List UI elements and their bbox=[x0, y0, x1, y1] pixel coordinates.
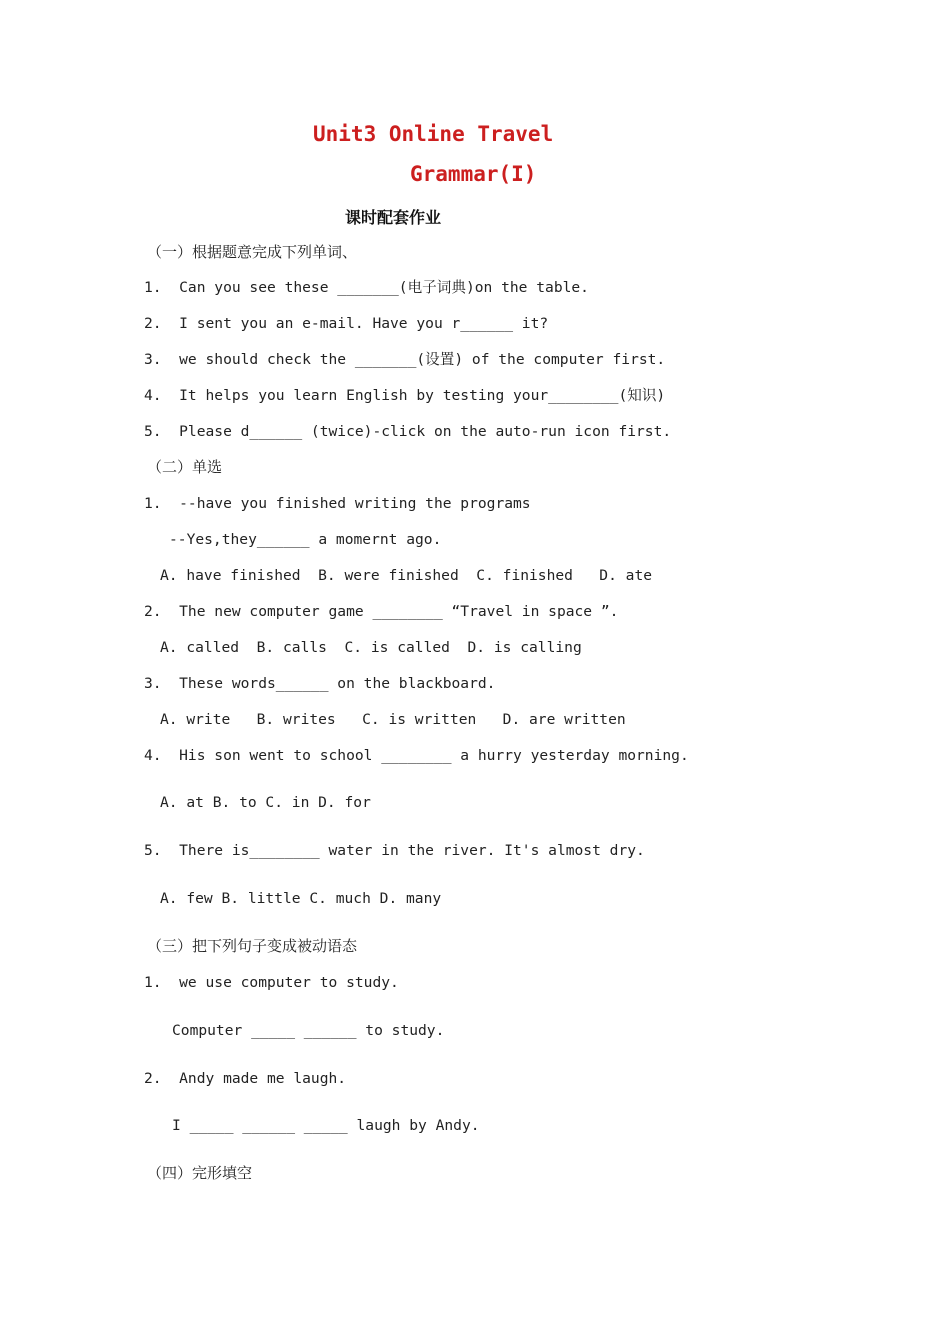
homework-heading: 课时配套作业 bbox=[345, 208, 442, 227]
section-1-item-4: 4. It helps you learn English by testing your________(知识) bbox=[144, 387, 666, 404]
section-1-item-1: 1. Can you see these _______(电子词典)on the table. bbox=[144, 279, 589, 296]
section-1-item-2: 2. I sent you an e-mail. Have you r______ it? bbox=[144, 315, 549, 332]
lesson-subtitle: Grammar(I) bbox=[410, 162, 537, 186]
mc-question-5: 5. There is________ water in the river. It's almost dry. bbox=[144, 842, 645, 859]
mc-question-2: 2. The new computer game ________ “Travel in space ”. bbox=[144, 603, 619, 620]
mc-question-5-options: A. few B. little C. much D. many bbox=[160, 890, 442, 907]
unit-title: Unit3 Online Travel bbox=[313, 122, 554, 146]
passive-question-1: 1. we use computer to study. bbox=[144, 974, 399, 991]
section-4-label: （四）完形填空 bbox=[147, 1164, 253, 1182]
mc-question-3-options: A. write B. writes C. is written D. are written bbox=[160, 711, 626, 728]
mc-question-1-options: A. have finished B. were finished C. finished D. ate bbox=[160, 567, 653, 584]
passive-answer-1: Computer _____ ______ to study. bbox=[172, 1022, 445, 1039]
mc-question-2-options: A. called B. calls C. is called D. is calling bbox=[160, 639, 582, 656]
passive-question-2: 2. Andy made me laugh. bbox=[144, 1070, 347, 1087]
section-1-item-3: 3. we should check the _______(设置) of the computer first. bbox=[144, 351, 666, 368]
section-2-label: （二）单选 bbox=[147, 458, 223, 476]
mc-question-1-answer-line: --Yes,they______ a momernt ago. bbox=[169, 531, 442, 548]
mc-question-3: 3. These words______ on the blackboard. bbox=[144, 675, 496, 692]
section-3-label: （三）把下列句子变成被动语态 bbox=[147, 937, 358, 955]
mc-question-4: 4. His son went to school ________ a hurry yesterday morning. bbox=[144, 747, 689, 764]
mc-question-1: 1. --have you finished writing the programs bbox=[144, 495, 531, 512]
mc-question-4-options: A. at B. to C. in D. for bbox=[160, 794, 371, 811]
passive-answer-2: I _____ ______ _____ laugh by Andy. bbox=[172, 1117, 480, 1134]
section-1-label: （一）根据题意完成下列单词、 bbox=[147, 243, 358, 261]
section-1-item-5: 5. Please d______ (twice)-click on the auto-run icon first. bbox=[144, 423, 672, 440]
